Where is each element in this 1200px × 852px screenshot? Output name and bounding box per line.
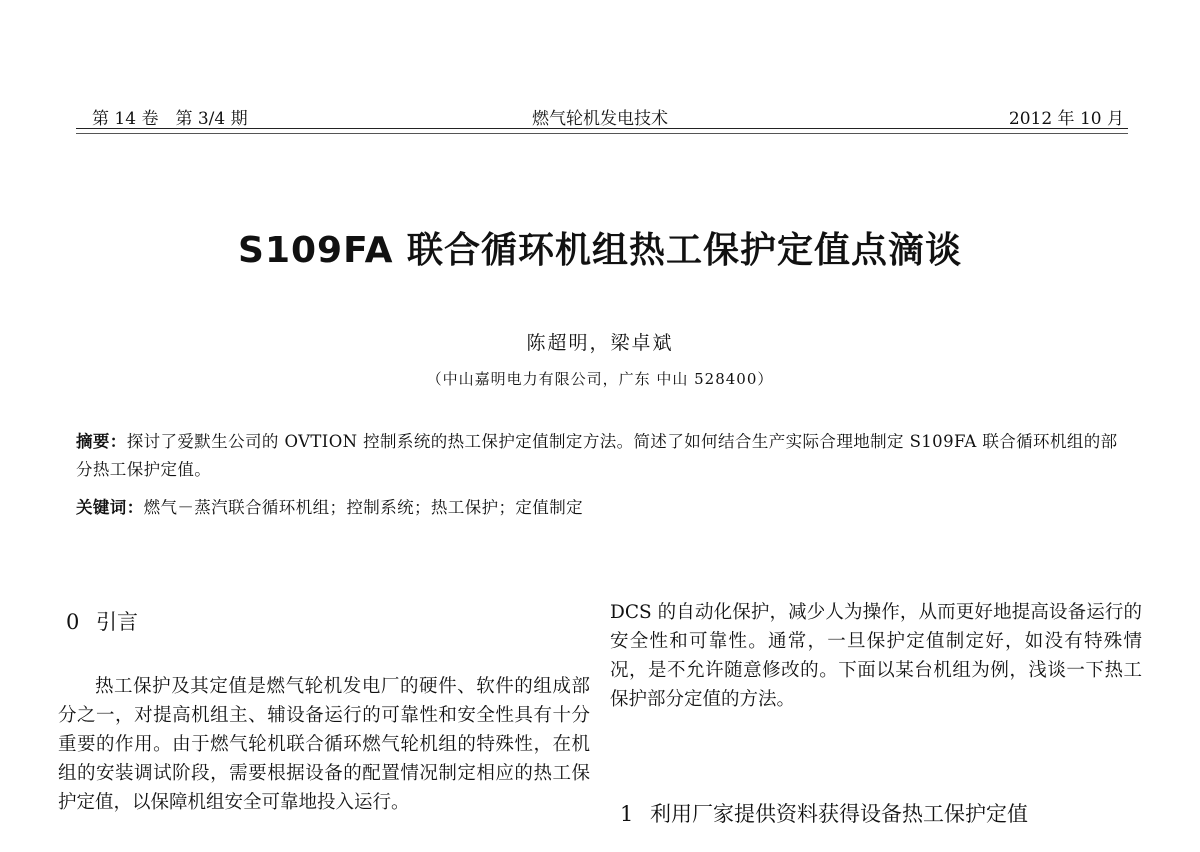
keywords-text: 燃气－蒸汽联合循环机组；控制系统；热工保护；定值制定: [143, 498, 584, 517]
section-1-title: 利用厂家提供资料获得设备热工保护定值: [650, 802, 1028, 826]
publication-date: 2012 年 10 月: [1008, 109, 1124, 129]
section-0-number: 0: [66, 610, 80, 634]
abstract: [76, 428, 1128, 484]
paper-title: S109FA 联合循环机组热工保护定值点滴谈: [238, 230, 962, 271]
right-column: [610, 598, 1142, 714]
journal-name: 燃气轮机发电技术: [532, 109, 668, 129]
abstract-text: 探讨了爱默生公司的 OVTION 控制系统的热工保护定值制定方法。简述了如何结合生产实际合理地制定 S109FA 联合循环机组的部分热工保护定值。: [76, 432, 1118, 479]
section-1-number: 1: [620, 802, 634, 826]
header-rule-thin: [76, 133, 1128, 134]
journal-volume-issue: 第 14 卷 第 3/4 期: [92, 109, 248, 129]
section-0-title: 引言: [96, 610, 138, 634]
intro-paragraph: 热工保护及其定值是燃气轮机发电厂的硬件、软件的组成部分之一，对提高机组主、辅设备运行的可靠性和安全性具有十分重要的作用。由于燃气轮机联合循环燃气轮机组的特殊性，在机组的安装调试阶段，需要根据设备的配置情况制定相应的热工保护定值，以保障机组安全可靠地投入运行。: [58, 676, 590, 813]
right-column-paragraph: DCS 的自动化保护，减少人为操作，从而更好地提高设备运行的安全性和可靠性。通常，一旦保护定值制定好，如没有特殊情况，是不允许随意修改的。下面以某台机组为例，浅谈一下热工保护部分定值的方法。: [610, 602, 1142, 710]
author-affiliation: （中山嘉明电力有限公司，广东 中山 528400）: [426, 370, 774, 388]
left-column: [58, 672, 590, 817]
section-0-heading: [66, 606, 138, 636]
header-rule: [76, 128, 1128, 129]
abstract-label: 摘要：: [76, 432, 127, 451]
section-1-heading: [620, 798, 1028, 828]
keywords-label: 关键词：: [76, 498, 144, 517]
paper-authors: 陈超明，梁卓斌: [526, 332, 674, 354]
keywords: [76, 494, 1128, 518]
